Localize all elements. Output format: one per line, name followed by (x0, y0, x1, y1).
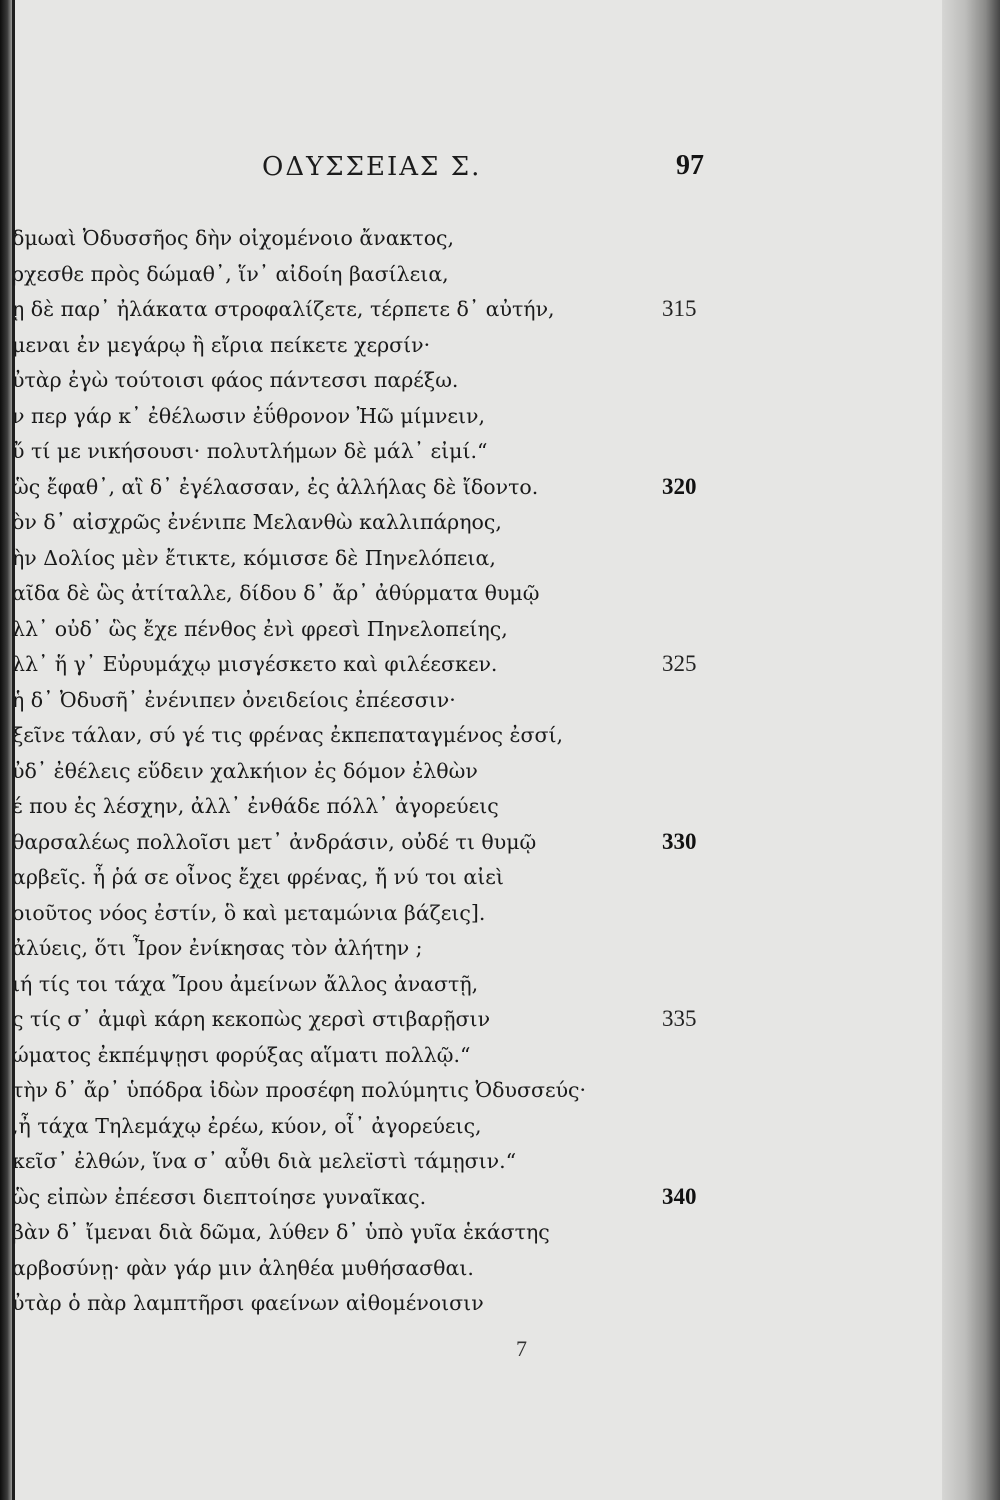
verse-line: αρβεῖς. ἦ ῥά σε οἶνος ἔχει φρένας, ἤ νύ τοι αἰεὶ (12, 865, 504, 889)
verse-line: ὐτὰρ ὁ πὰρ λαμπτῆρσι φαείνων αἰθομένοισιν (12, 1291, 484, 1315)
running-head: ΟΔΥΣΣΕΙΑΣ Σ. (262, 152, 482, 182)
verse-line: ὐδ᾽ ἐθέλεις εὕδειν χαλκήιον ἐς δόμον ἐλθὼν (12, 758, 478, 783)
verse-line: ν περ γάρ κ᾽ ἐθέλωσιν ἐΰθρονον Ἠῶ μίμνειν, (12, 403, 486, 428)
verse-line: ιή τίς τοι τάχα Ἴρου ἀμείνων ἄλλος ἀναστῇ, (12, 971, 479, 996)
verse-line: λλ᾽ ἥ γ᾽ Εὐρυμάχῳ μισγέσκετο καὶ φιλέεσκεν. (12, 652, 498, 676)
verse-line: ὸν δ᾽ αἰσχρῶς ἐνένιπε Μελανθὼ καλλιπάρηος, (12, 510, 502, 534)
verse-line: αρβοσύνῃ· φὰν γάρ μιν ἀληθέα μυθήσασθαι. (12, 1255, 474, 1280)
verse-line: κεῖσ᾽ ἐλθών, ἵνα σ᾽ αὖθι διὰ μελεϊστὶ τάμῃσιν.“ (12, 1149, 517, 1173)
verse-line: ξεῖνε τάλαν, σύ γέ τις φρένας ἐκπεπαταγμένος ἐσσί, (12, 723, 564, 747)
printer-signature: 7 (516, 1336, 527, 1361)
verse-line: δμωαὶ Ὀδυσσῆος δὴν οἰχομένοιο ἄνακτος, (12, 226, 455, 250)
verse-line: τὴν δ᾽ ἄρ᾽ ὑπόδρα ἰδὼν προσέφη πολύμητις Ὀδυσσεύς· (12, 1078, 587, 1102)
line-number: 335 (662, 1006, 697, 1031)
verse-line: ς τίς σ᾽ ἀμφὶ κάρη κεκοπὼς χερσὶ στιβαρῇσιν (12, 1007, 491, 1031)
verse-line: μεναι ἐν μεγάρῳ ἢ εἴρια πείκετε χερσίν· (12, 332, 431, 357)
line-number: 330 (662, 828, 697, 854)
verse-line: ὴν Δολίος μὲν ἔτικτε, κόμισσε δὲ Πηνελόπεια, (12, 545, 496, 570)
verse-line: ,ἦ τάχα Τηλεμάχῳ ἐρέω, κύον, οἷ᾽ ἀγορεύεις, (12, 1113, 482, 1138)
verse-line: ρχεσθε πρὸς δώμαθ᾽, ἵν᾽ αἰδοίη βασίλεια, (12, 261, 449, 286)
verse-line: ὐτὰρ ἐγὼ τούτοισι φάος πάντεσσι παρέξω. (12, 368, 459, 392)
book-spine (0, 0, 12, 1500)
line-number: 325 (662, 651, 697, 676)
verse-line: έ που ἐς λέσχην, ἀλλ᾽ ἐνθάδε πόλλ᾽ ἀγορεύεις (12, 794, 499, 818)
verse-line: ὣς ἔφαθ᾽, αἳ δ᾽ ἐγέλασσαν, ἐς ἀλλήλας δὲ ἴδοντο. (12, 474, 539, 499)
verse-line: ὣς εἰπὼν ἐπέεσσι διεπτοίησε γυναῖκας. (12, 1184, 427, 1209)
verse-line: λλ᾽ οὐδ᾽ ὣς ἔχε πένθος ἐνὶ φρεσὶ Πηνελοπείης, (12, 616, 508, 641)
line-number: 315 (662, 296, 697, 321)
verse-line: ῃ δὲ παρ᾽ ἠλάκατα στροφαλίζετε, τέρπετε δ᾽ αὐτήν, (12, 297, 555, 321)
line-number: 340 (662, 1183, 697, 1209)
verse-line: αῖδα δὲ ὣς ἀτίταλλε, δίδου δ᾽ ἄρ᾽ ἀθύρματα θυμῷ (12, 581, 540, 605)
verse-line: βὰν δ᾽ ἴμεναι διὰ δῶμα, λύθεν δ᾽ ὑπὸ γυῖα ἑκάστης (12, 1220, 550, 1244)
verse-line: θαρσαλέως πολλοῖσι μετ᾽ ἀνδράσιν, οὐδέ τι θυμῷ (12, 829, 537, 854)
verse-line: ώματος ἐκπέμψῃσι φορύξας αἵματι πολλῷ.“ (12, 1042, 471, 1067)
page-number: 97 (676, 150, 704, 181)
verse-line: ἡ δ᾽ Ὀδυσῆ᾽ ἐνένιπεν ὀνειδείοις ἐπέεσσιν· (12, 687, 456, 712)
page-edge-shadow (942, 0, 1000, 1500)
line-number: 320 (662, 473, 697, 499)
verse-line: οιοῦτος νόος ἐστίν, ὃ καὶ μεταμώνια βάζεις]. (12, 900, 486, 925)
verse-line: ἀλύεις, ὅτι Ἶρον ἐνίκησας τὸν ἀλήτην ; (12, 936, 423, 960)
verse-line: ὔ τί με νικήσουσι· πολυτλήμων δὲ μάλ᾽ εἰμί.“ (12, 439, 488, 463)
